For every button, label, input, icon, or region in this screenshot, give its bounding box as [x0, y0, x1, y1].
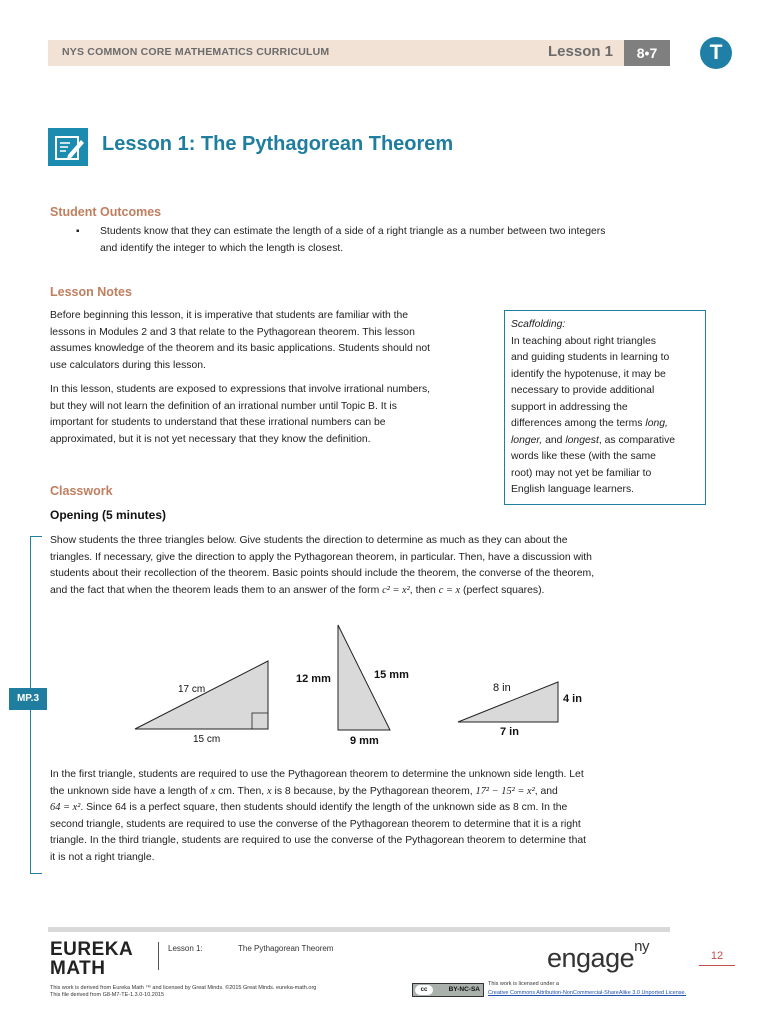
scaffold-line: In teaching about right triangles: [511, 335, 656, 347]
text-line: In this lesson, students are exposed to expressions that involve irrational numbers,: [50, 384, 431, 395]
text-line: approximated, but it is not yet necessary that they know the definition.: [50, 433, 371, 445]
lesson-label: Lesson 1: [548, 43, 614, 60]
text-span: , and: [534, 785, 558, 797]
license-text: This work is licensed under a: [488, 981, 559, 987]
cc-badge-label: BY-NC-SA: [448, 986, 480, 993]
page-number: 12: [699, 950, 735, 966]
footer-separator: [158, 942, 159, 970]
scaffold-text: and: [542, 434, 566, 446]
triangle-3: [458, 682, 582, 738]
text-span: , then: [409, 584, 439, 596]
text-span: is 8 because, by the Pythagorean theorem,: [271, 785, 476, 797]
t3-top-label: 8 in: [493, 682, 511, 694]
page-title: Lesson 1: The Pythagorean Theorem: [102, 133, 454, 155]
text-line: triangles. If necessary, give the direction to apply the Pythagorean theorem, in particular. Then, have a discussion with: [50, 551, 592, 563]
text-line: In the first triangle, students are required to use the Pythagorean theorem to determine the unknown side length. Let: [50, 769, 584, 780]
cc-icon: cc: [415, 985, 433, 995]
text-line: second triangle, students are required to use the converse of the Pythagorean theorem to determine that it is a right: [50, 818, 581, 830]
footer-lesson-label: Lesson 1:: [168, 944, 203, 953]
text-span: . Since 64 is a perfect square, then students should identify the length of the unknown side as 8 cm. In the: [80, 802, 568, 813]
scaffold-line: root) may not yet be familiar to: [511, 467, 652, 479]
outcome-line: Students know that they can estimate the length of a side of a right triangle as a number between two integers: [100, 226, 606, 237]
brand-text: engage: [547, 943, 635, 973]
outcome-line: and identify the integer to which the length is closest.: [100, 242, 344, 254]
file-line: This file derived from G8-M7-TE-1.3.0-10.2015: [50, 992, 165, 998]
text-line: students about their recollection of the theorem. Basic points should include the theorem, the converse of the theorem,: [50, 568, 595, 579]
scaffold-text: differences among the terms: [511, 418, 646, 429]
t1-hyp-label: 17 cm: [178, 684, 206, 695]
curriculum-label: NYS COMMON CORE MATHEMATICS CURRICULUM: [62, 46, 330, 58]
footer-topic: The Pythagorean Theorem: [238, 944, 334, 953]
t2-left-label: 12 mm: [296, 673, 331, 685]
scaffold-line: and guiding students in learning to: [511, 352, 670, 363]
text-line: triangle. In the third triangle, students are required to use the converse of the Pythagorean theorem to determine that: [50, 835, 587, 846]
lesson-notes-heading: Lesson Notes: [50, 285, 132, 299]
math-expression: 64 = x²: [50, 802, 81, 813]
footer-rule: [48, 927, 670, 932]
scaffold-term: longer,: [511, 434, 543, 446]
discussion-paragraph: [50, 767, 586, 866]
text-line: lessons in Modules 2 and 3 that relate to the Pythagorean theorem. This lesson: [50, 326, 415, 338]
scaffold-line: words like these (with the same: [511, 451, 656, 462]
brand-sup: ny: [634, 938, 649, 955]
student-outcomes-heading: Student Outcomes: [50, 205, 162, 219]
cc-license-badge: [412, 983, 484, 997]
module-code: 8•7: [624, 40, 670, 66]
mp-tag: MP.3: [9, 688, 47, 710]
credit-line: This work is derived from Eureka Math ™ and licensed by Great Minds. ©2015 Great Minds. eureka-math.org: [50, 985, 317, 991]
classwork-heading: Classwork: [50, 484, 113, 498]
t2-base-label: 9 mm: [350, 735, 379, 747]
text-line: assumes knowledge of the theorem and its basic applications. Students should not: [50, 343, 431, 354]
text-span: the unknown side have a length of: [50, 785, 211, 797]
text-line: [50, 800, 586, 817]
t3-base-label: 7 in: [500, 726, 519, 738]
text-span: and the fact that when the theorem leads them to an answer of the form: [50, 584, 383, 596]
scaffold-line: identify the hypotenuse, it may be: [511, 368, 666, 380]
eureka-math-logo: [50, 940, 133, 978]
math-expression: 17² − 15² = x²: [475, 785, 535, 797]
license-link[interactable]: Creative Commons Attribution-NonCommercial-ShareAlike 3.0 Unported License.: [488, 990, 687, 996]
math-expression: c² = x²: [382, 584, 410, 596]
math-expression: x: [267, 785, 272, 797]
t3-right-label: 4 in: [563, 693, 582, 705]
bullet-icon: ▪: [76, 226, 80, 237]
math-expression: x: [210, 785, 216, 797]
engageny-logo: [547, 938, 649, 974]
teacher-badge: T: [700, 37, 732, 69]
text-span: cm. Then,: [215, 785, 267, 797]
text-line: [50, 784, 586, 801]
scaffold-line: support in addressing the: [511, 401, 628, 413]
scaffold-line: English language learners.: [511, 484, 635, 495]
logo-line: MATH: [50, 958, 106, 979]
text-line: but they will not learn the definition of an irrational number until Topic B. It is: [50, 400, 397, 412]
scaffold-text: , as comparative: [598, 434, 676, 446]
logo-line: EUREKA: [50, 939, 134, 960]
scaffold-term: long,: [645, 418, 668, 429]
text-line: important for students to understand that these irrational numbers can be: [50, 417, 386, 428]
triangle-1: [135, 661, 268, 745]
opening-heading: Opening (5 minutes): [50, 508, 167, 522]
scaffold-line: necessary to provide additional: [511, 385, 655, 396]
t2-hyp-label: 15 mm: [374, 669, 409, 681]
math-expression: c = x: [438, 584, 461, 596]
text-line: Show students the three triangles below. Give students the direction to determine as much as they can about the: [50, 535, 568, 546]
text-line: use calculators during this lesson.: [50, 359, 206, 371]
scaffold-term: longest: [565, 434, 599, 446]
text-line: it is not a right triangle.: [50, 851, 155, 863]
scaffolding-heading: Scaffolding:: [511, 319, 566, 330]
text-span: (perfect squares).: [460, 584, 545, 596]
triangle-2: [296, 625, 409, 747]
text-line: Before beginning this lesson, it is imperative that students are familiar with the: [50, 310, 409, 321]
t1-base-label: 15 cm: [193, 734, 221, 745]
